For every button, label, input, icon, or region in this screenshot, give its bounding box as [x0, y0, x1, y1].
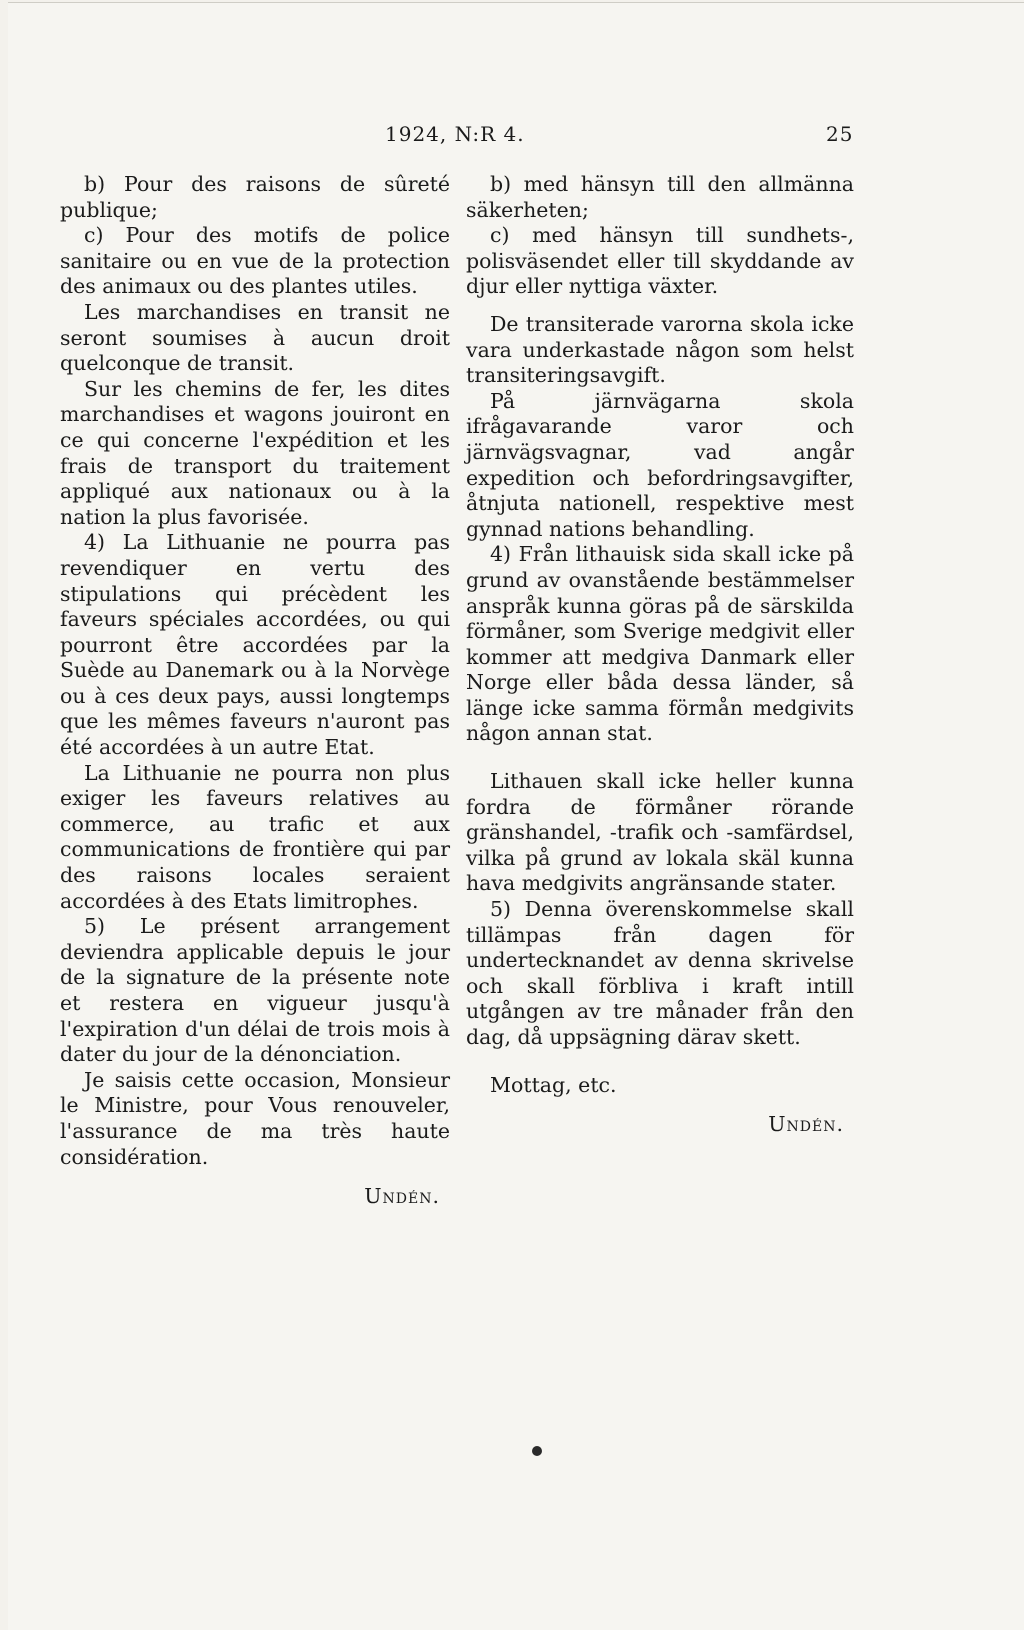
- paragraph: 4) La Lithuanie ne pourra pas revendiquer en vertu des stipulations qui précèdent les faveurs spéciales accordées, ou qui pourront être accordées par la Suède au Danemark ou à la Norvège ou à ces deux pays, aussi longtemps que les mêmes faveurs n'auront pas été accordées à un autre Etat.: [60, 530, 450, 760]
- french-text-column: [60, 172, 450, 1210]
- paragraph: 5) Le présent arrangement deviendra applicable depuis le jour de la signature de la présente note et restera en vigueur jusqu'à l'expiration d'un délai de trois mois à dater du jour de la dénonciation.: [60, 914, 450, 1067]
- paragraph: Je saisis cette occasion, Monsieur le Ministre, pour Vous renouveler, l'assurance de ma très haute considération.: [60, 1067, 450, 1169]
- paragraph: På järnvägarna skola ifrågavarande varor och järnvägsvagnar, vad angår expedition och befordringsavgifter, åtnjuta nationell, respektive mest gynnad nations behandling.: [466, 388, 854, 541]
- paragraph: 4) Från lithauisk sida skall icke på grund av ovanstående bestämmelser anspråk kunna göras på de särskilda förmåner, som Sverige medgivit eller kommer att medgiva Danmark eller Norge eller båda dessa länder, så länge icke samma förmån medgivits någon annan stat.: [466, 542, 854, 746]
- paragraph: b) Pour des raisons de sûreté publique;: [60, 172, 450, 222]
- paragraph: b) med hänsyn till den allmänna säkerheten;: [466, 172, 854, 222]
- page-number: 25: [826, 122, 854, 146]
- paragraph: Sur les chemins de fer, les dites marchandises et wagons jouiront en ce qui concerne l'expédition et les frais de transport du traitement appliqué aux nationaux ou à la nation la plus favorisée.: [60, 376, 450, 529]
- paragraph: c) Pour des motifs de police sanitaire ou en vue de la protection des animaux ou des plantes utiles.: [60, 223, 450, 299]
- paragraph: 5) Denna överenskommelse skall tillämpas från dagen för undertecknandet av denna skrivelse och skall förbliva i kraft intill utgången av tre månader från den dag, då uppsägning därav skett.: [466, 897, 854, 1049]
- page-header: [0, 122, 1024, 148]
- running-head: 1924, N:R 4.: [385, 122, 525, 146]
- signature: Undén.: [768, 1112, 844, 1137]
- ink-dot: [532, 1446, 542, 1456]
- paragraph: De transiterade varorna skola icke vara underkastade någon som helst transiteringsavgift.: [466, 311, 854, 388]
- paragraph: Les marchandises en transit ne seront soumises à aucun droit quelconque de transit.: [60, 299, 450, 376]
- paragraph: c) med hänsyn till sundhets-, polisväsendet eller till skyddande av djur eller nyttiga växter.: [466, 223, 854, 299]
- signature: Undén.: [364, 1184, 440, 1209]
- paragraph: Lithauen skall icke heller kunna fordra de förmåner rörande gränshandel, -trafik och -samfärdsel, vilka på grund av lokala skäl kunna hava medgivits angränsande stater.: [466, 769, 854, 896]
- paragraph: La Lithuanie ne pourra non plus exiger les faveurs relatives au commerce, au trafic et aux communications de frontière qui par des raisons locales seraient accordées à des Etats limitrophes.: [60, 760, 450, 913]
- swedish-text-column: [466, 172, 854, 1138]
- paragraph: Mottag, etc.: [490, 1072, 617, 1097]
